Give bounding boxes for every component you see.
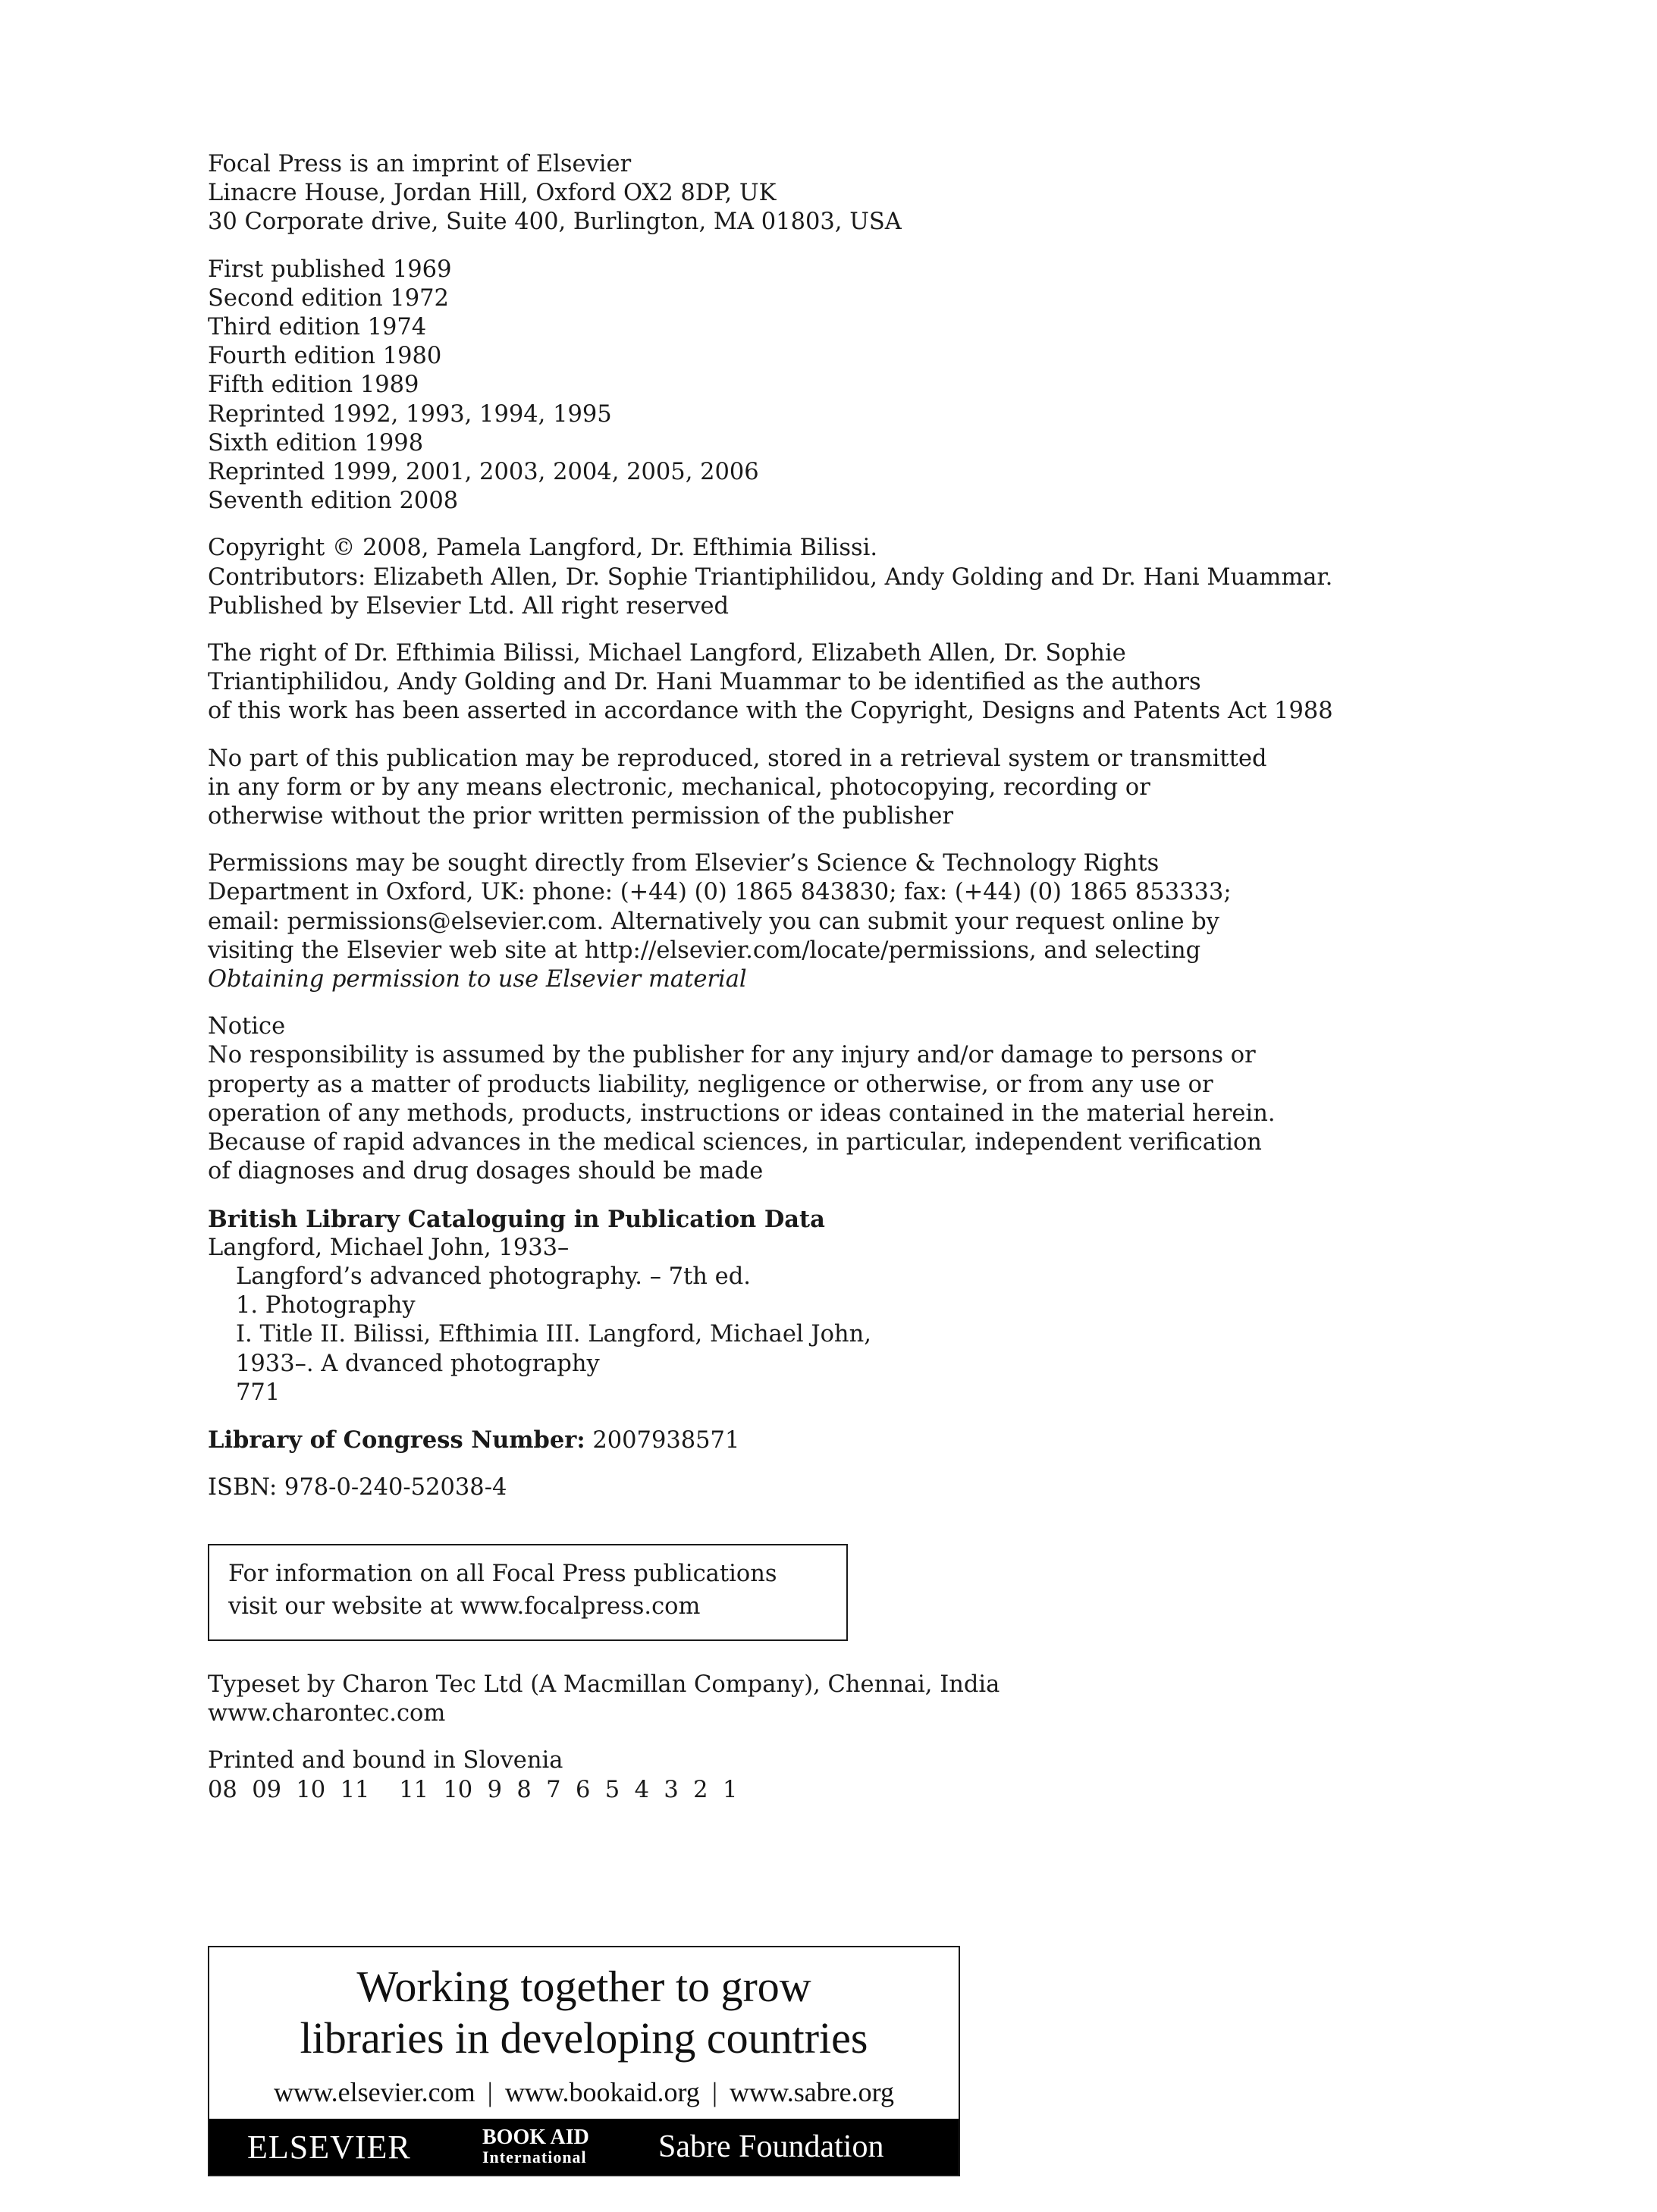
publisher-line: 30 Corporate drive, Suite 400, Burlington, MA 01803, USA (208, 209, 902, 236)
bookaid-link[interactable]: www.bookaid.org (504, 2077, 700, 2107)
permissions-line: Department in Oxford, UK: phone: (+44) (0) 1865 843830; fax: (+44) (0) 1865 853333; (208, 879, 1232, 906)
cataloguing-entry: 1. Photography (236, 1292, 416, 1319)
edition-history (208, 256, 1497, 516)
copyright-line: Contributors: Elizabeth Allen, Dr. Sophie Triantiphilidou, Andy Golding and Dr. Hani Muammar. (208, 563, 1333, 591)
print-run-numbers: 08 09 10 11 11 10 9 8 7 6 5 4 3 2 1 (208, 1776, 738, 1803)
reproduction-line: No part of this publication may be reproduced, stored in a retrieval system or transmitted (208, 745, 1267, 772)
notice-heading: Notice (208, 1013, 286, 1040)
sabre-link[interactable]: www.sabre.org (730, 2077, 894, 2107)
copyright-line: Copyright © 2008, Pamela Langford, Dr. Efthimia Bilissi. (208, 535, 878, 562)
loc-number: 2007938571 (585, 1426, 740, 1454)
typeset-line: Typeset by Charon Tec Ltd (A Macmillan Company), Chennai, India (208, 1671, 1000, 1698)
notice (208, 1012, 1497, 1186)
rights-line: Triantiphilidou, Andy Golding and Dr. Hani Muammar to be identified as the authors (208, 669, 1201, 696)
libraries-banner (208, 1946, 960, 2176)
cataloguing-data (208, 1205, 1497, 1407)
elsevier-link[interactable]: www.elsevier.com (274, 2077, 475, 2107)
banner-logo-bar (209, 2119, 959, 2175)
permissions-line: visiting the Elsevier web site at http://elsevier.com/locate/permissions, and selecting (208, 937, 1201, 964)
banner-headline-line-2: libraries in developing countries (300, 2013, 868, 2063)
typeset-line: www.charontec.com (208, 1700, 446, 1727)
notice-line: of diagnoses and drug dosages should be made (208, 1158, 764, 1185)
cataloguing-entry: Langford’s advanced photography. – 7th ed. (236, 1263, 751, 1290)
loc-line (208, 1426, 1497, 1455)
link-separator: | (487, 2077, 493, 2107)
publisher-line: Focal Press is an imprint of Elsevier (208, 151, 632, 177)
cataloguing-entry: 1933–. A dvanced photography (236, 1350, 600, 1377)
edition-line: Fifth edition 1989 (208, 372, 419, 399)
printing-info (208, 1746, 1497, 1804)
edition-line: Third edition 1974 (208, 314, 427, 341)
banner-headline-line-1: Working together to grow (356, 1962, 811, 2011)
cataloguing-entry: 771 (236, 1379, 281, 1406)
edition-line: Seventh edition 2008 (208, 488, 459, 515)
copyright-page (208, 150, 1497, 1520)
banner-links (209, 2076, 959, 2108)
link-separator: | (711, 2077, 718, 2107)
reproduction-line: otherwise without the prior written permission of the publisher (208, 803, 954, 830)
printed-line: Printed and bound in Slovenia (208, 1747, 563, 1774)
typeset-info (208, 1671, 1497, 1728)
permissions-line: email: permissions@elsevier.com. Alternatively you can submit your request online by (208, 908, 1219, 935)
loc-label: Library of Congress Number: (208, 1426, 585, 1454)
bookaid-logo-bottom: International (482, 2148, 587, 2167)
edition-line: First published 1969 (208, 256, 452, 283)
authors-rights (208, 639, 1497, 726)
isbn (208, 1473, 1497, 1502)
info-box-line: visit our website at www.focalpress.com (228, 1593, 701, 1620)
edition-line: Fourth edition 1980 (208, 343, 442, 370)
notice-line: Because of rapid advances in the medical sciences, in particular, independent verification (208, 1129, 1262, 1156)
banner-headline (209, 1961, 959, 2064)
rights-line: The right of Dr. Efthimia Bilissi, Michael Langford, Elizabeth Allen, Dr. Sophie (208, 640, 1126, 667)
rights-line: of this work has been asserted in accordance with the Copyright, Designs and Patents Act 1988 (208, 698, 1333, 725)
copyright-notice (208, 534, 1497, 621)
publisher-address (208, 150, 1497, 237)
focal-press-info-box (208, 1544, 848, 1641)
notice-line: operation of any methods, products, instructions or ideas contained in the material herein. (208, 1100, 1276, 1127)
sabre-logo: Sabre Foundation (658, 2129, 884, 2164)
copyright-line: Published by Elsevier Ltd. All right reserved (208, 592, 730, 620)
cataloguing-author: Langford, Michael John, 1933– (208, 1234, 570, 1261)
cataloguing-heading: British Library Cataloguing in Publication Data (208, 1205, 825, 1233)
reproduction-statement (208, 745, 1497, 832)
isbn-line: ISBN: 978-0-240-52038-4 (208, 1474, 507, 1501)
edition-line: Reprinted 1999, 2001, 2003, 2004, 2005, 2006 (208, 459, 759, 486)
edition-line: Reprinted 1992, 1993, 1994, 1995 (208, 400, 612, 428)
bookaid-logo-top: BOOK AID (482, 2126, 589, 2149)
cataloguing-entry: I. Title II. Bilissi, Efthimia III. Langford, Michael John, (236, 1321, 871, 1348)
edition-line: Second edition 1972 (208, 284, 449, 312)
permissions-line: Permissions may be sought directly from Elsevier’s Science & Technology Rights (208, 850, 1160, 877)
library-of-congress (208, 1426, 1497, 1455)
permissions-italic-line: Obtaining permission to use Elsevier material (208, 966, 747, 993)
permissions-statement (208, 849, 1497, 994)
reproduction-line: in any form or by any means electronic, mechanical, photocopying, recording or (208, 773, 1150, 801)
elsevier-logo: ELSEVIER (247, 2128, 411, 2166)
bookaid-logo (482, 2127, 589, 2167)
notice-line: No responsibility is assumed by the publisher for any injury and/or damage to persons or (208, 1042, 1256, 1069)
production-details (208, 1671, 1497, 1823)
notice-line: property as a matter of products liability, negligence or otherwise, or from any use or (208, 1071, 1213, 1098)
info-box-line: For information on all Focal Press publications (228, 1561, 777, 1587)
edition-line: Sixth edition 1998 (208, 429, 424, 457)
publisher-line: Linacre House, Jordan Hill, Oxford OX2 8DP, UK (208, 180, 777, 207)
